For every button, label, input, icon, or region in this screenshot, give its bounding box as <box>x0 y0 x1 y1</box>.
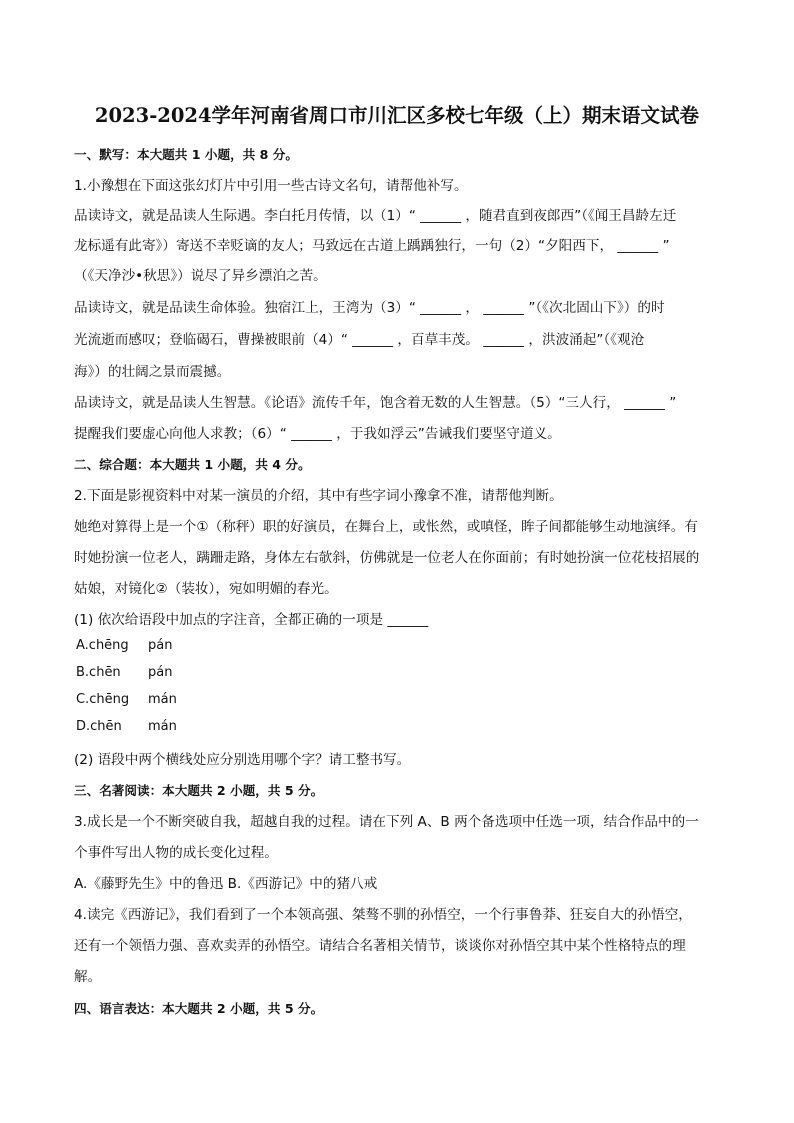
option-b <box>76 663 172 683</box>
option-a-label: A.chēng <box>76 638 129 653</box>
option-b-pinyin: pán <box>148 665 173 680</box>
section-heading-2: 二、综合题：本大题共 1 小题，共 4 分。 <box>74 457 311 472</box>
question-1-text-line: 品读诗文，就是品读人生际遇。李白托月传情，以（1）“ ______ ，随君直到夜郎西”（《闻王昌龄左迁 <box>74 208 677 224</box>
question-3-options: A.《藤野先生》中的鲁迅 B.《西游记》中的猪八戒 <box>74 876 378 892</box>
exam-title: 2023-2024学年河南省周口市川汇区多校七年级（上）期末语文试卷 <box>94 104 700 127</box>
question-1-text-line: 品读诗文，就是品读人生智慧。《论语》流传千年，饱含着无数的人生智慧。（5）“三人行， ______ ” <box>74 395 677 411</box>
option-d-pinyin: mán <box>148 719 177 734</box>
option-d-label: D.chēn <box>76 719 122 734</box>
section-heading-3: 三、名著阅读：本大题共 2 小题，共 5 分。 <box>74 783 324 798</box>
option-c <box>76 690 177 710</box>
question-4-text-line: 解。 <box>74 969 102 985</box>
question-3-text-line: 3.成长是一个不断突破自我，超越自我的过程。请在下列 A、B 两个备选项中任选一项，结合作品中的一 <box>74 814 699 830</box>
option-a-pinyin: pán <box>148 638 173 653</box>
option-b-label: B.chēn <box>76 665 121 680</box>
question-1-text-line: 龙标遥有此寄》）寄送不幸贬谪的友人；马致远在古道上踽踽独行，一句（2）“夕阳西下， ______ ” <box>74 238 670 254</box>
question-2-sub-2: (2) 语段中两个横线处应分别选用哪个字？请工整书写。 <box>74 752 411 768</box>
question-1-text-line: 光流逝而感叹；登临碣石，曹操被眼前（4）“ ______ ，百草丰茂。 ______ ，洪波涌起”（《观沧 <box>74 332 645 348</box>
section-heading-1: 一、默写：本大题共 1 小题，共 8 分。 <box>74 147 298 162</box>
question-2-passage-line: 她绝对算得上是一个①（称秤）职的好演员，在舞台上，或怅然，或嗔怪，眸子间都能够生动地演绎。有 <box>74 519 698 535</box>
question-1-text-line: 海》）的壮阔之景而震撼。 <box>74 364 231 380</box>
question-1-text-line: 提醒我们要虚心向他人求教；（6）“ ______ ，于我如浮云”告诫我们要坚守道义。 <box>74 426 561 442</box>
option-c-pinyin: mán <box>148 692 177 707</box>
option-a <box>76 636 172 656</box>
option-c-label: C.chēng <box>76 692 130 707</box>
option-d <box>76 717 177 737</box>
question-1-text-line: （《天净沙•秋思》）说尽了异乡漂泊之苦。 <box>74 268 327 284</box>
question-2-sub-1: (1) 依次给语段中加点的字注音，全都正确的一项是 ______ <box>74 612 429 628</box>
question-1-stem: 1.小豫想在下面这张幻灯片中引用一些古诗文名句，请帮他补写。 <box>74 178 468 194</box>
section-heading-4: 四、语言表达：本大题共 2 小题，共 5 分。 <box>74 1001 324 1016</box>
question-1-text-line: 品读诗文，就是品读生命体验。独宿江上，王湾为（3）“ ______ ， ______ ”（《次北固山下》）的时 <box>74 300 665 316</box>
question-4-text-line: 还有一个领悟力强、喜欢卖弄的孙悟空。请结合名著相关情节，谈谈你对孙悟空其中某个性格特点的理 <box>74 938 686 954</box>
question-2-passage-line: 姑娘，对镜化②（装妆），宛如明媚的春光。 <box>74 581 338 597</box>
question-2-passage-line: 时她扮演一位老人，蹒跚走路，身体左右欹斜，仿佛就是一位老人在你面前；有时她扮演一位花枝招展的 <box>74 550 700 566</box>
question-4-text-line: 4.读完《西游记》，我们看到了一个本领高强、桀骜不驯的孙悟空，一个行事鲁莽、狂妄自大的孙悟空， <box>74 907 692 923</box>
question-2-stem: 2.下面是影视资料中对某一演员的介绍，其中有些字词小豫拿不准，请帮他判断。 <box>74 488 563 504</box>
question-3-text-line: 个事件写出人物的成长变化过程。 <box>74 845 278 861</box>
